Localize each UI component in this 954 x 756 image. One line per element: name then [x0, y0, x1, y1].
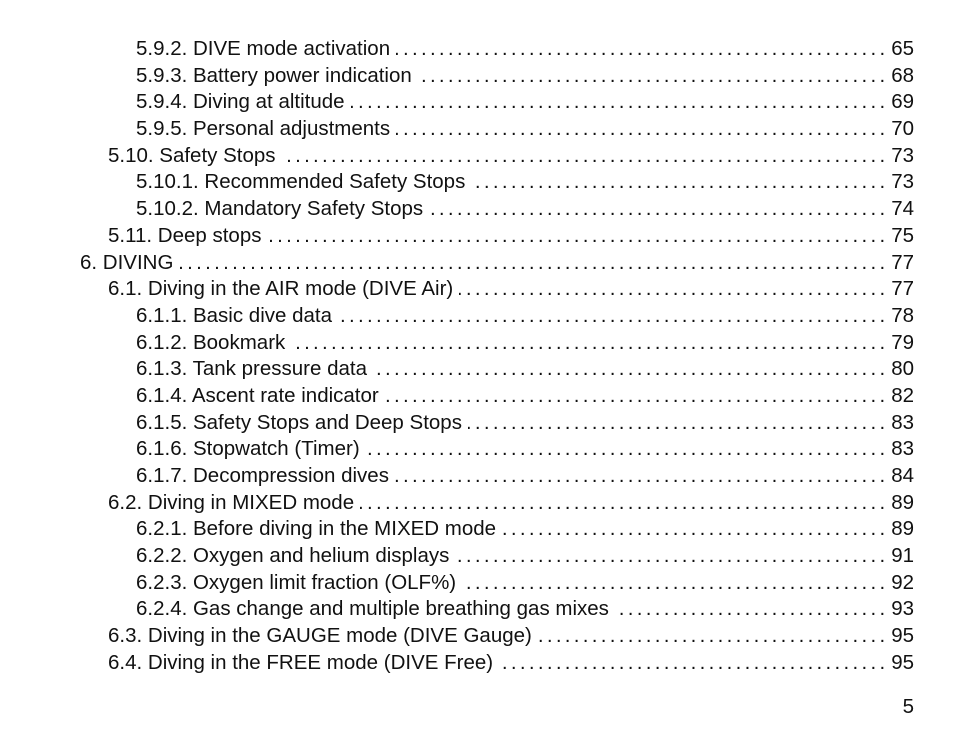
toc-entry[interactable]	[0, 63, 954, 90]
toc-dot-leader	[395, 463, 884, 490]
toc-entry-title: 6.2. Diving in MIXED mode	[108, 490, 355, 514]
toc-entry-page: 73	[891, 170, 914, 194]
toc-dot-leader	[396, 36, 884, 63]
toc-entry-page: 79	[891, 330, 914, 354]
toc-entry-page: 92	[891, 570, 914, 594]
toc-entry[interactable]	[0, 250, 954, 277]
toc-dot-leader	[366, 436, 884, 463]
toc-entry[interactable]	[0, 463, 954, 490]
toc-entry-page: 83	[891, 410, 914, 434]
toc-dot-leader	[455, 543, 884, 570]
toc-dot-leader	[351, 89, 884, 116]
toc-entry-title: 6.1. Diving in the AIR mode (DIVE Air)	[108, 277, 454, 301]
toc-entry-page: 95	[891, 650, 914, 674]
toc-entry[interactable]	[0, 543, 954, 570]
toc-entry[interactable]	[0, 276, 954, 303]
toc-entry-title: 6.2.1. Before diving in the MIXED mode	[136, 517, 497, 541]
toc-entry[interactable]	[0, 623, 954, 650]
toc-entry-title: 6.2.3. Oxygen limit fraction (OLF%)	[136, 570, 457, 594]
toc-entry-title: 5.10.1. Recommended Safety Stops	[136, 170, 466, 194]
toc-dot-leader	[429, 196, 884, 223]
toc-entry-page: 74	[891, 197, 914, 221]
toc-entry[interactable]	[0, 383, 954, 410]
toc-entry-title: 6.4. Diving in the FREE mode (DIVE Free)	[108, 650, 494, 674]
toc-entry-title: 6.1.2. Bookmark	[136, 330, 286, 354]
toc-entry-page: 89	[891, 490, 914, 514]
toc-entry[interactable]	[0, 330, 954, 357]
toc-entry[interactable]	[0, 596, 954, 623]
toc-entry-title: 5.9.2. DIVE mode activation	[136, 37, 391, 60]
toc-dot-leader	[418, 63, 884, 90]
toc-entry-title: 6. DIVING	[80, 250, 174, 274]
toc-entry-page: 69	[891, 90, 914, 114]
toc-entry-page: 70	[891, 117, 914, 141]
toc-dot-leader	[468, 410, 884, 437]
toc-entry-page: 80	[891, 357, 914, 381]
toc-entry-page: 95	[891, 624, 914, 648]
toc-entry-title: 6.1.5. Safety Stops and Deep Stops	[136, 410, 462, 434]
toc-entry[interactable]	[0, 143, 954, 170]
toc-entry-page: 78	[891, 303, 914, 327]
toc-dot-leader	[360, 490, 884, 517]
toc-entry[interactable]	[0, 303, 954, 330]
toc-entry[interactable]	[0, 650, 954, 677]
toc-entry-title: 5.9.3. Battery power indication	[136, 63, 412, 87]
toc-entry-page: 77	[891, 277, 914, 301]
toc-entry-page: 91	[891, 544, 914, 568]
toc-dot-leader	[373, 356, 884, 383]
toc-entry-page: 73	[891, 143, 914, 167]
toc-entry-page: 68	[891, 63, 914, 87]
toc-entry-title: 5.9.5. Personal adjustments	[136, 117, 391, 141]
toc-entry[interactable]	[0, 89, 954, 116]
toc-entry[interactable]	[0, 356, 954, 383]
table-of-contents	[0, 36, 954, 677]
toc-dot-leader	[385, 383, 884, 410]
toc-entry[interactable]	[0, 570, 954, 597]
toc-dot-leader	[179, 250, 884, 277]
toc-entry-title: 6.1.3. Tank pressure data	[136, 357, 367, 381]
toc-entry-title: 6.1.6. Stopwatch (Timer)	[136, 437, 360, 461]
toc-dot-leader	[291, 330, 884, 357]
toc-entry[interactable]	[0, 116, 954, 143]
toc-entry-title: 6.1.4. Ascent rate indicator	[136, 383, 379, 407]
toc-entry[interactable]	[0, 436, 954, 463]
toc-entry[interactable]	[0, 223, 954, 250]
toc-entry-title: 5.9.4. Diving at altitude	[136, 90, 345, 114]
toc-entry-page: 93	[891, 597, 914, 621]
toc-entry-title: 6.2.2. Oxygen and helium displays	[136, 544, 450, 568]
toc-entry[interactable]	[0, 36, 954, 63]
toc-entry-title: 6.3. Diving in the GAUGE mode (DIVE Gauge)	[108, 624, 532, 648]
toc-entry[interactable]	[0, 516, 954, 543]
toc-entry-page: 65	[891, 37, 914, 60]
toc-dot-leader	[396, 116, 884, 143]
page-number: 5	[902, 695, 914, 718]
toc-entry-title: 5.11. Deep stops	[108, 223, 262, 247]
toc-entry-page: 77	[891, 250, 914, 274]
toc-entry-title: 6.2.4. Gas change and multiple breathing gas mixes	[136, 597, 609, 621]
toc-dot-leader	[502, 516, 884, 543]
toc-entry[interactable]	[0, 410, 954, 437]
toc-entry-title: 6.1.1. Basic dive data	[136, 303, 333, 327]
toc-dot-leader	[471, 169, 884, 196]
toc-entry[interactable]	[0, 169, 954, 196]
toc-entry-title: 5.10. Safety Stops	[108, 143, 276, 167]
toc-dot-leader	[615, 596, 884, 623]
toc-entry-title: 6.1.7. Decompression dives	[136, 464, 389, 487]
toc-dot-leader	[338, 303, 884, 330]
toc-dot-leader	[462, 570, 884, 597]
toc-dot-leader	[538, 623, 884, 650]
toc-dot-leader	[499, 650, 884, 677]
toc-entry-page: 75	[891, 223, 914, 247]
toc-entry-page: 84	[891, 464, 914, 487]
toc-entry-page: 82	[891, 383, 914, 407]
toc-entry[interactable]	[0, 196, 954, 223]
toc-entry[interactable]	[0, 490, 954, 517]
toc-entry-page: 83	[891, 437, 914, 461]
toc-dot-leader	[282, 143, 884, 170]
toc-entry-title: 5.10.2. Mandatory Safety Stops	[136, 197, 424, 221]
toc-entry-page: 89	[891, 517, 914, 541]
toc-dot-leader	[267, 223, 884, 250]
toc-dot-leader	[459, 276, 884, 303]
